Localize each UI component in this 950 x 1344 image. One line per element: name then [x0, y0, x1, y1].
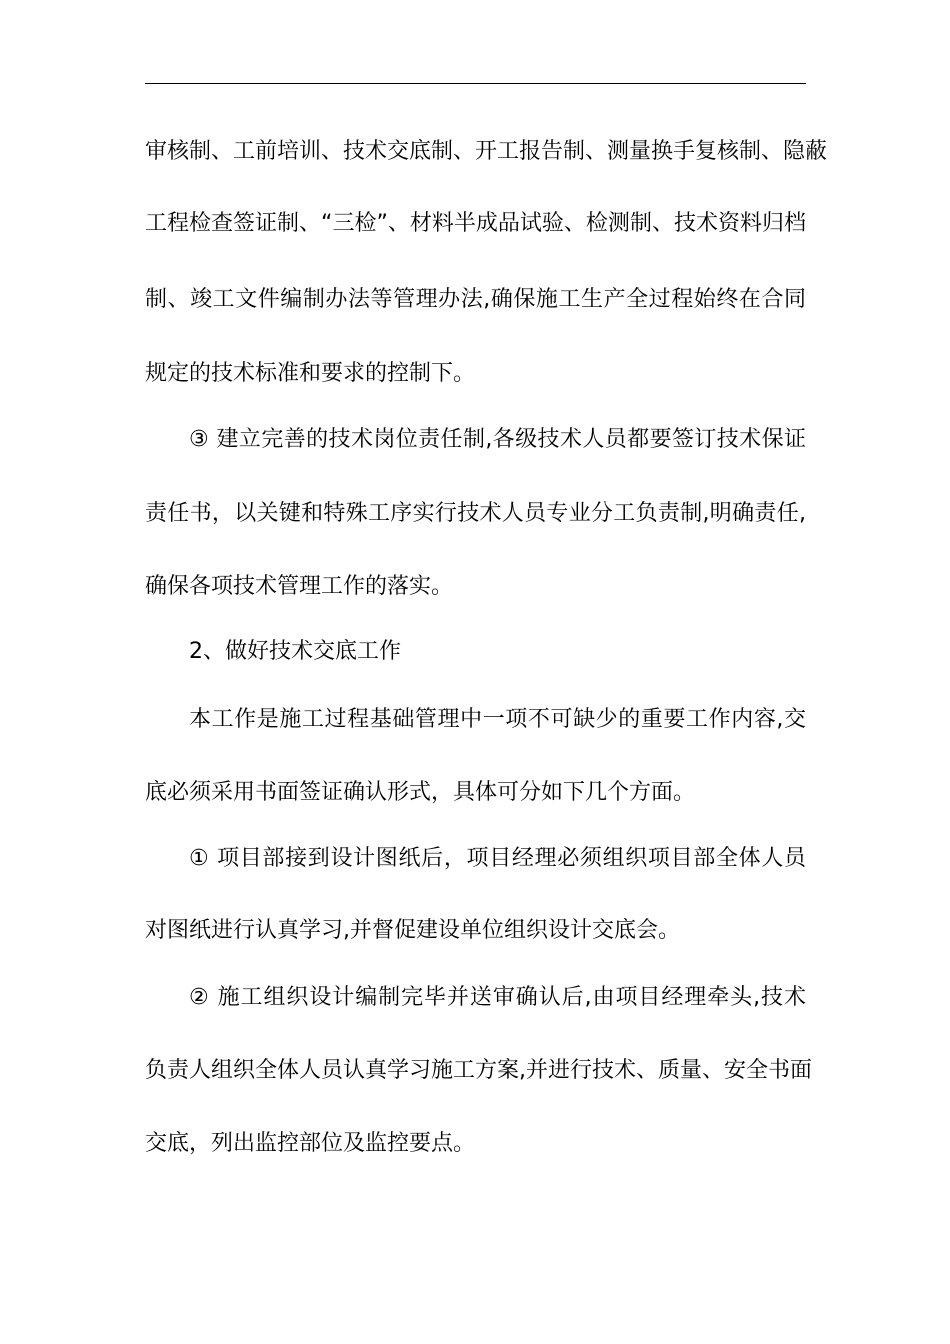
text-line: 交底，列出监控部位及监控要点。 [145, 1131, 476, 1156]
text-line: 规定的技术标准和要求的控制下。 [145, 361, 476, 386]
section-heading: 2、做好技术交底工作 [189, 639, 401, 664]
text-line: ② 施工组织设计编制完毕并送审确认后,由项目经理牵头,技术 [189, 985, 806, 1010]
text-line: ① 项目部接到设计图纸后，项目经理必须组织项目部全体人员 [189, 846, 806, 871]
text-line: 工程检查签证制、“三检”、材料半成品试验、检测制、技术资料归档 [145, 211, 806, 236]
text-line: 对图纸进行认真学习,并督促建设单位组织设计交底会。 [145, 918, 680, 943]
text-line: 审核制、工前培训、技术交底制、开工报告制、测量换手复核制、隐蔽 [145, 139, 828, 164]
text-line: ③ 建立完善的技术岗位责任制,各级技术人员都要签订技术保证 [189, 427, 806, 452]
header-rule [145, 83, 806, 84]
text-line: 制、竣工文件编制办法等管理办法,确保施工生产全过程始终在合同 [145, 287, 806, 312]
text-line: 底必须采用书面签证确认形式，具体可分如下几个方面。 [145, 780, 696, 805]
text-line: 负责人组织全体人员认真学习施工方案,并进行技术、质量、安全书面 [145, 1058, 812, 1083]
text-line: 确保各项技术管理工作的落实。 [145, 574, 454, 599]
text-line: 责任书，以关键和特殊工序实行技术人员专业分工负责制,明确责任, [145, 501, 806, 526]
text-line: 本工作是施工过程基础管理中一项不可缺少的重要工作内容,交 [189, 707, 806, 732]
